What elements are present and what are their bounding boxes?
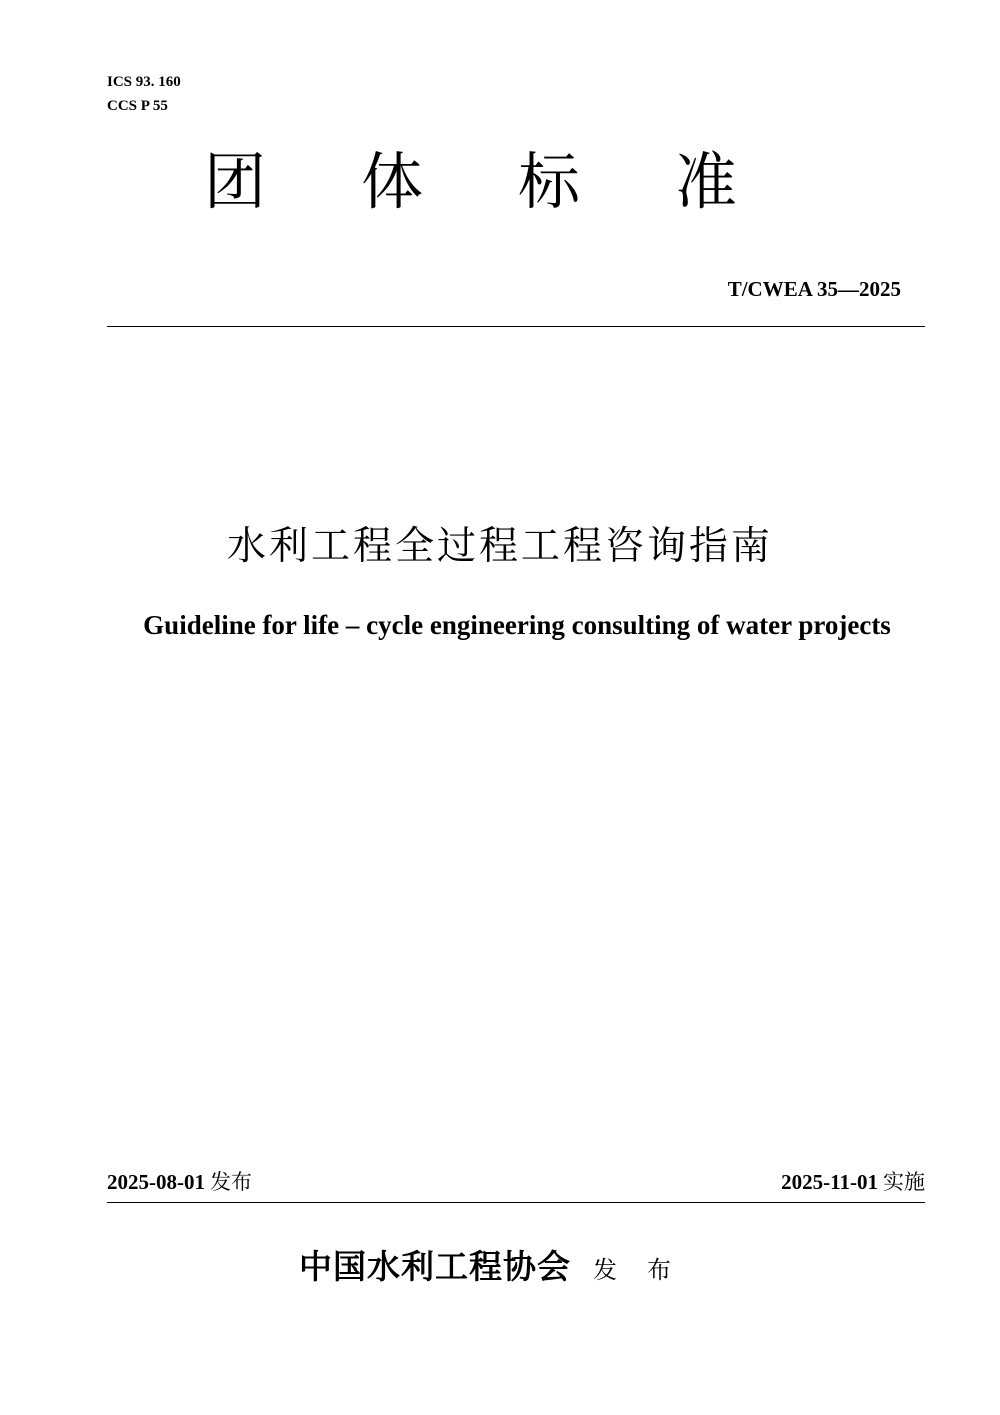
release-label: 发布 [210, 1170, 252, 1194]
classification-codes [107, 70, 181, 118]
release-date: 2025-08-01 [107, 1170, 205, 1194]
footer-divider [107, 1202, 925, 1203]
ccs-code: CCS P 55 [107, 98, 168, 114]
implement-label: 实施 [883, 1170, 925, 1194]
publisher-action: 发布 [593, 1256, 701, 1284]
standard-number: T/CWEA 35—2025 [727, 277, 901, 301]
implement-date: 2025-11-01 [781, 1170, 878, 1194]
publisher-name: 中国水利工程协会 [299, 1247, 571, 1286]
publisher-line [0, 1244, 1000, 1293]
document-title-chinese: 水利工程全过程工程咨询指南 [226, 524, 773, 569]
release-date-block [107, 1167, 252, 1197]
header-divider [107, 326, 925, 327]
ics-code: ICS 93. 160 [107, 74, 181, 90]
document-title-english: Guideline for life – cycle engineering consulting of water projects [143, 610, 891, 640]
implement-date-block [781, 1167, 925, 1197]
standard-type-heading: 团体标准 [203, 145, 832, 218]
